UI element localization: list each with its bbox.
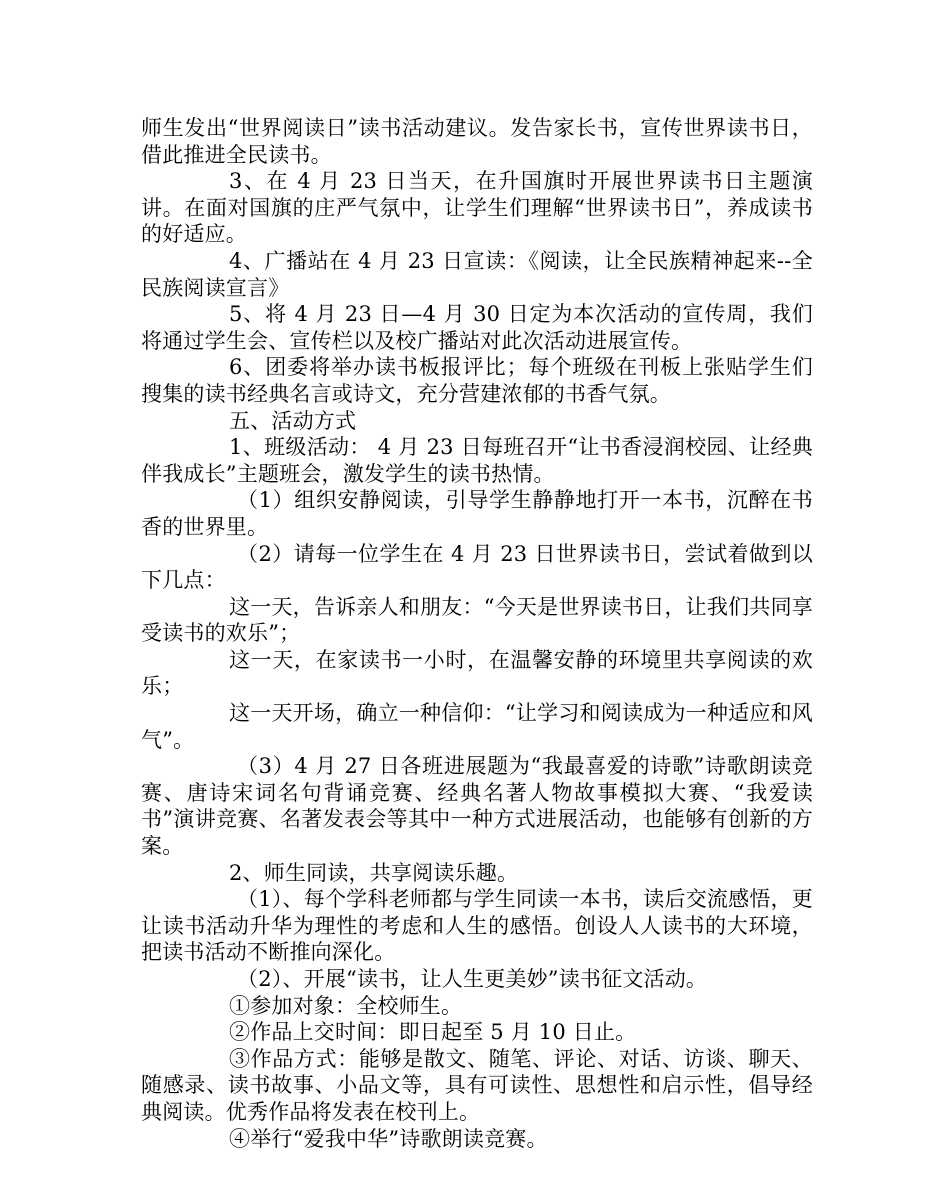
paragraph: 6、团委将举办读书板报评比；每个班级在刊板上张贴学生们搜集的读书经典名言或诗文，充分营建浓郁的书香气氛。	[141, 355, 813, 406]
paragraph: 3、在 4 月 23 日当天，在升国旗时开展世界读书日主题演讲。在面对国旗的庄严气氛中，让学生们理解“世界读书日”，养成读书的好适应。	[141, 169, 813, 247]
paragraph: 这一天开场，确立一种信仰：“让学习和阅读成为一种适应和风气”。	[141, 701, 813, 752]
paragraph: 这一天，告诉亲人和朋友：“今天是世界读书日，让我们共同享受读书的欢乐”；	[141, 594, 813, 646]
paragraph: 4、广播站在 4 月 23 日宣读：《阅读，让全民族精神起来--全民族阅读宣言》	[141, 248, 813, 300]
paragraph: （3）4 月 27 日各班进展题为“我最喜爱的诗歌”诗歌朗读竞赛、唐诗宋词名句背诵竞赛、经典名著人物故事模拟大赛、“我爱读书”演讲竞赛、名著发表会等其中一种方式进展活动，也能够有创新的方案。	[141, 754, 813, 859]
paragraph: （1）、每个学科老师都与学生同读一本书，读后交流感悟，更让读书活动升华为理性的考虑和人生的感悟。创设人人读书的大环境，把读书活动不断推向深化。	[141, 887, 813, 965]
paragraph: 1、班级活动： 4 月 23 日每班召开“让书香浸润校园、让经典伴我成长”主题班会，激发学生的读书热情。	[141, 435, 813, 486]
paragraph: ①参加对象：全校师生。	[229, 993, 463, 1018]
paragraph: （2）、开展“读书，让人生更美妙”读书征文活动。	[237, 967, 708, 991]
paragraph: 师生发出“世界阅读日”读书活动建议。发告家长书，宣传世界读书日，借此推进全民读书。	[141, 116, 813, 167]
document-page	[141, 115, 813, 1152]
section-heading: 五、活动方式	[229, 408, 357, 433]
paragraph: ③作品方式：能够是散文、随笔、评论、对话、访谈、聊天、随感录、读书故事、小品文等，具有可读性、思想性和启示性，倡导经典阅读。优秀作品将发表在校刊上。	[141, 1046, 813, 1124]
paragraph: （1）组织安静阅读，引导学生静静地打开一本书，沉醉在书香的世界里。	[141, 488, 813, 539]
paragraph: （2）请每一位学生在 4 月 23 日世界读书日，尝试着做到以下几点：	[141, 541, 813, 593]
paragraph: 5、将 4 月 23 日—4 月 30 日定为本次活动的宣传周，我们将通过学生会、宣传栏以及校广播站对此次活动进展宣传。	[141, 302, 813, 353]
paragraph: ④举行“爱我中华”诗歌朗读竞赛。	[229, 1126, 548, 1151]
paragraph: ②作品上交时间：即日起至 5 月 10 日止。	[229, 1020, 637, 1045]
paragraph: 2、师生同读，共享阅读乐趣。	[229, 860, 519, 885]
paragraph: 这一天，在家读书一小时，在温馨安静的环境里共享阅读的欢乐；	[141, 647, 813, 699]
